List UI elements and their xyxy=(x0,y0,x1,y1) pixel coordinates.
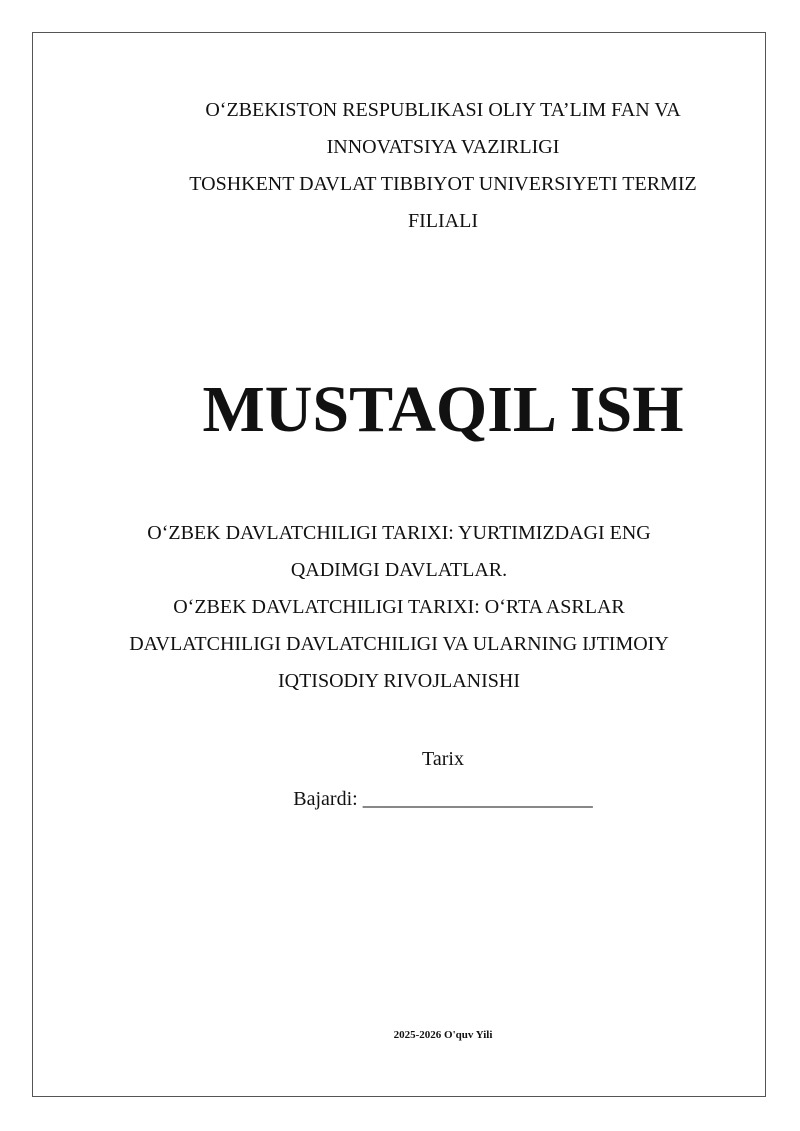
academic-year: 2025-2026 O'quv Yili xyxy=(393,1029,493,1041)
topic-line-4: DAVLATCHILIGI DAVLATCHILIGI VA ULARNING IJTIMOIY xyxy=(129,633,669,655)
ministry-line-1: O‘ZBEKISTON RESPUBLIKASI OLIY TA’LIM FAN VA xyxy=(205,99,681,121)
performed-by-field: Bajardi: _______________________ xyxy=(293,788,593,810)
subject-label: Tarix xyxy=(422,748,464,770)
topic-line-5: IQTISODIY RIVOJLANISHI xyxy=(277,670,520,692)
document-title: MUSTAQIL ISH xyxy=(202,373,684,446)
ministry-line-2: INNOVATSIYA VAZIRLIGI xyxy=(326,136,560,158)
topic-line-3: O‘ZBEK DAVLATCHILIGI TARIXI: O‘RTA ASRLAR xyxy=(173,596,625,618)
university-line-1: TOSHKENT DAVLAT TIBBIYOT UNIVERSIYETI TERMIZ xyxy=(189,173,697,195)
university-line-2: FILIALI xyxy=(408,210,478,232)
topic-line-1: O‘ZBEK DAVLATCHILIGI TARIXI: YURTIMIZDAGI ENG xyxy=(147,522,651,544)
topic-line-2: QADIMGI DAVLATLAR. xyxy=(290,559,508,581)
